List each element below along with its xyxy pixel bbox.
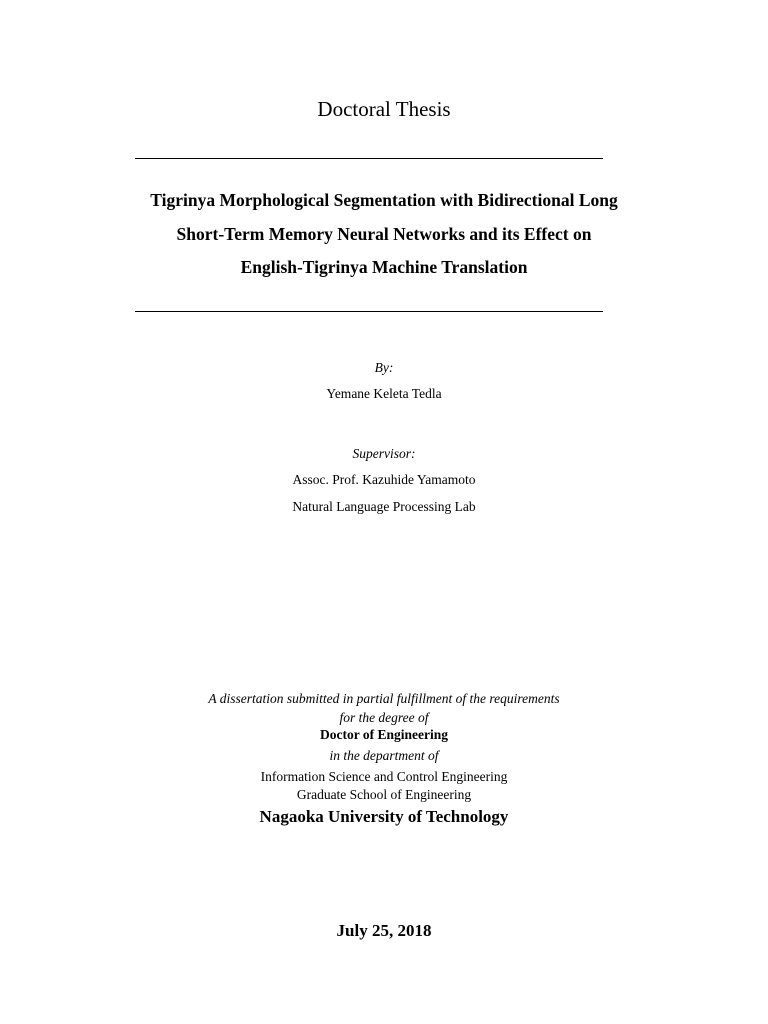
submission-date: July 25, 2018 [336,921,432,940]
supervisor-label: Supervisor: [352,446,416,461]
supervisor-name: Assoc. Prof. Kazuhide Yamamoto [292,472,476,487]
dissertation-statement-line-2: for the degree of [339,710,429,725]
department-label: in the department of [329,748,439,763]
author-label: By: [374,360,394,375]
degree-name: Doctor of Engineering [320,727,448,742]
top-divider [135,158,603,159]
author-name: Yemane Keleta Tedla [326,386,442,401]
lab-name: Natural Language Processing Lab [292,499,476,514]
school-name: Graduate School of Engineering [296,787,472,802]
dissertation-statement-line-1: A dissertation submitted in partial fulfillment of the requirements [208,691,560,706]
thesis-title-line-2: Short-Term Memory Neural Networks and its Effect on [176,224,592,244]
department-name: Information Science and Control Engineering [260,769,508,784]
bottom-divider [135,311,603,312]
university-name: Nagaoka University of Technology [259,807,509,826]
thesis-title-line-3: English-Tigrinya Machine Translation [240,257,528,277]
thesis-title-line-1: Tigrinya Morphological Segmentation with Bidirectional Long [150,190,618,210]
document-type: Doctoral Thesis [317,97,451,121]
